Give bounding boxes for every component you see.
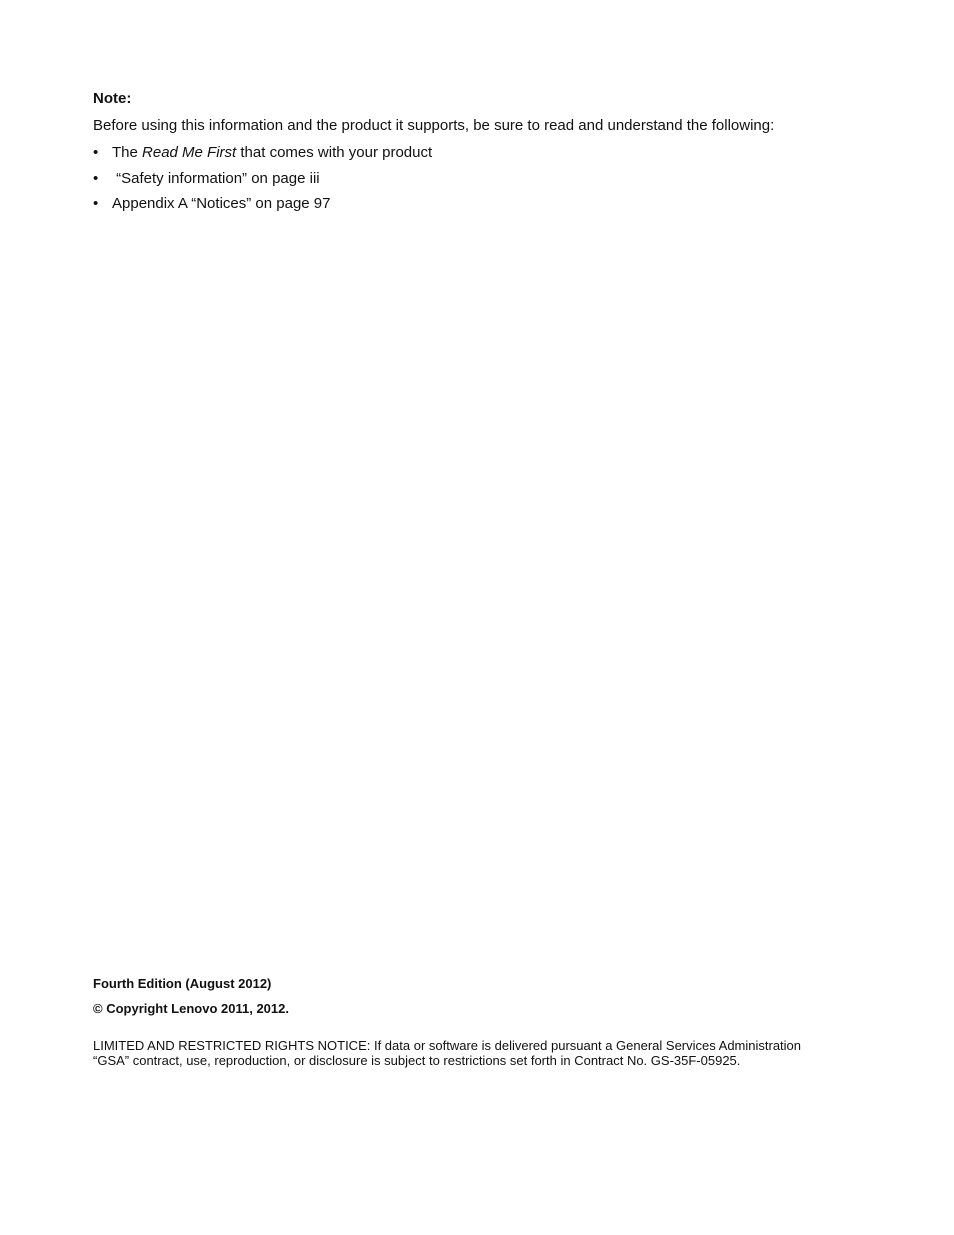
list-item-suffix: that comes with your product xyxy=(236,144,433,161)
bullet-icon: • xyxy=(93,195,99,212)
list-item-text xyxy=(112,144,432,162)
rights-notice-line-2: “GSA” contract, use, reproduction, or disclosure is subject to restrictions set forth in Contract No. GS-35F-05925. xyxy=(93,1053,741,1068)
note-intro: Before using this information and the product it supports, be sure to read and understand the following: xyxy=(93,117,775,134)
bullet-icon: • xyxy=(93,144,99,161)
bullet-icon: • xyxy=(93,169,99,187)
list-item xyxy=(93,195,893,213)
note-label: Note: xyxy=(93,90,132,107)
notices-link[interactable]: Appendix A “Notices” on page 97 xyxy=(112,195,331,212)
copyright-notice: © Copyright Lenovo 2011, 2012. xyxy=(93,1001,289,1016)
edition-info: Fourth Edition (August 2012) xyxy=(93,976,272,991)
safety-information-link[interactable]: “Safety information” on page iii xyxy=(112,169,320,187)
list-item-prefix: The xyxy=(112,144,143,161)
list-item xyxy=(93,144,893,162)
footer-section xyxy=(93,976,893,1068)
note-section xyxy=(93,90,893,221)
list-item xyxy=(93,170,893,188)
note-list xyxy=(93,144,893,213)
rights-notice xyxy=(93,1038,893,1068)
rights-notice-line-1: LIMITED AND RESTRICTED RIGHTS NOTICE: If data or software is delivered pursuant a General Services Administration xyxy=(93,1038,802,1053)
read-me-first-title: Read Me First xyxy=(142,144,237,161)
